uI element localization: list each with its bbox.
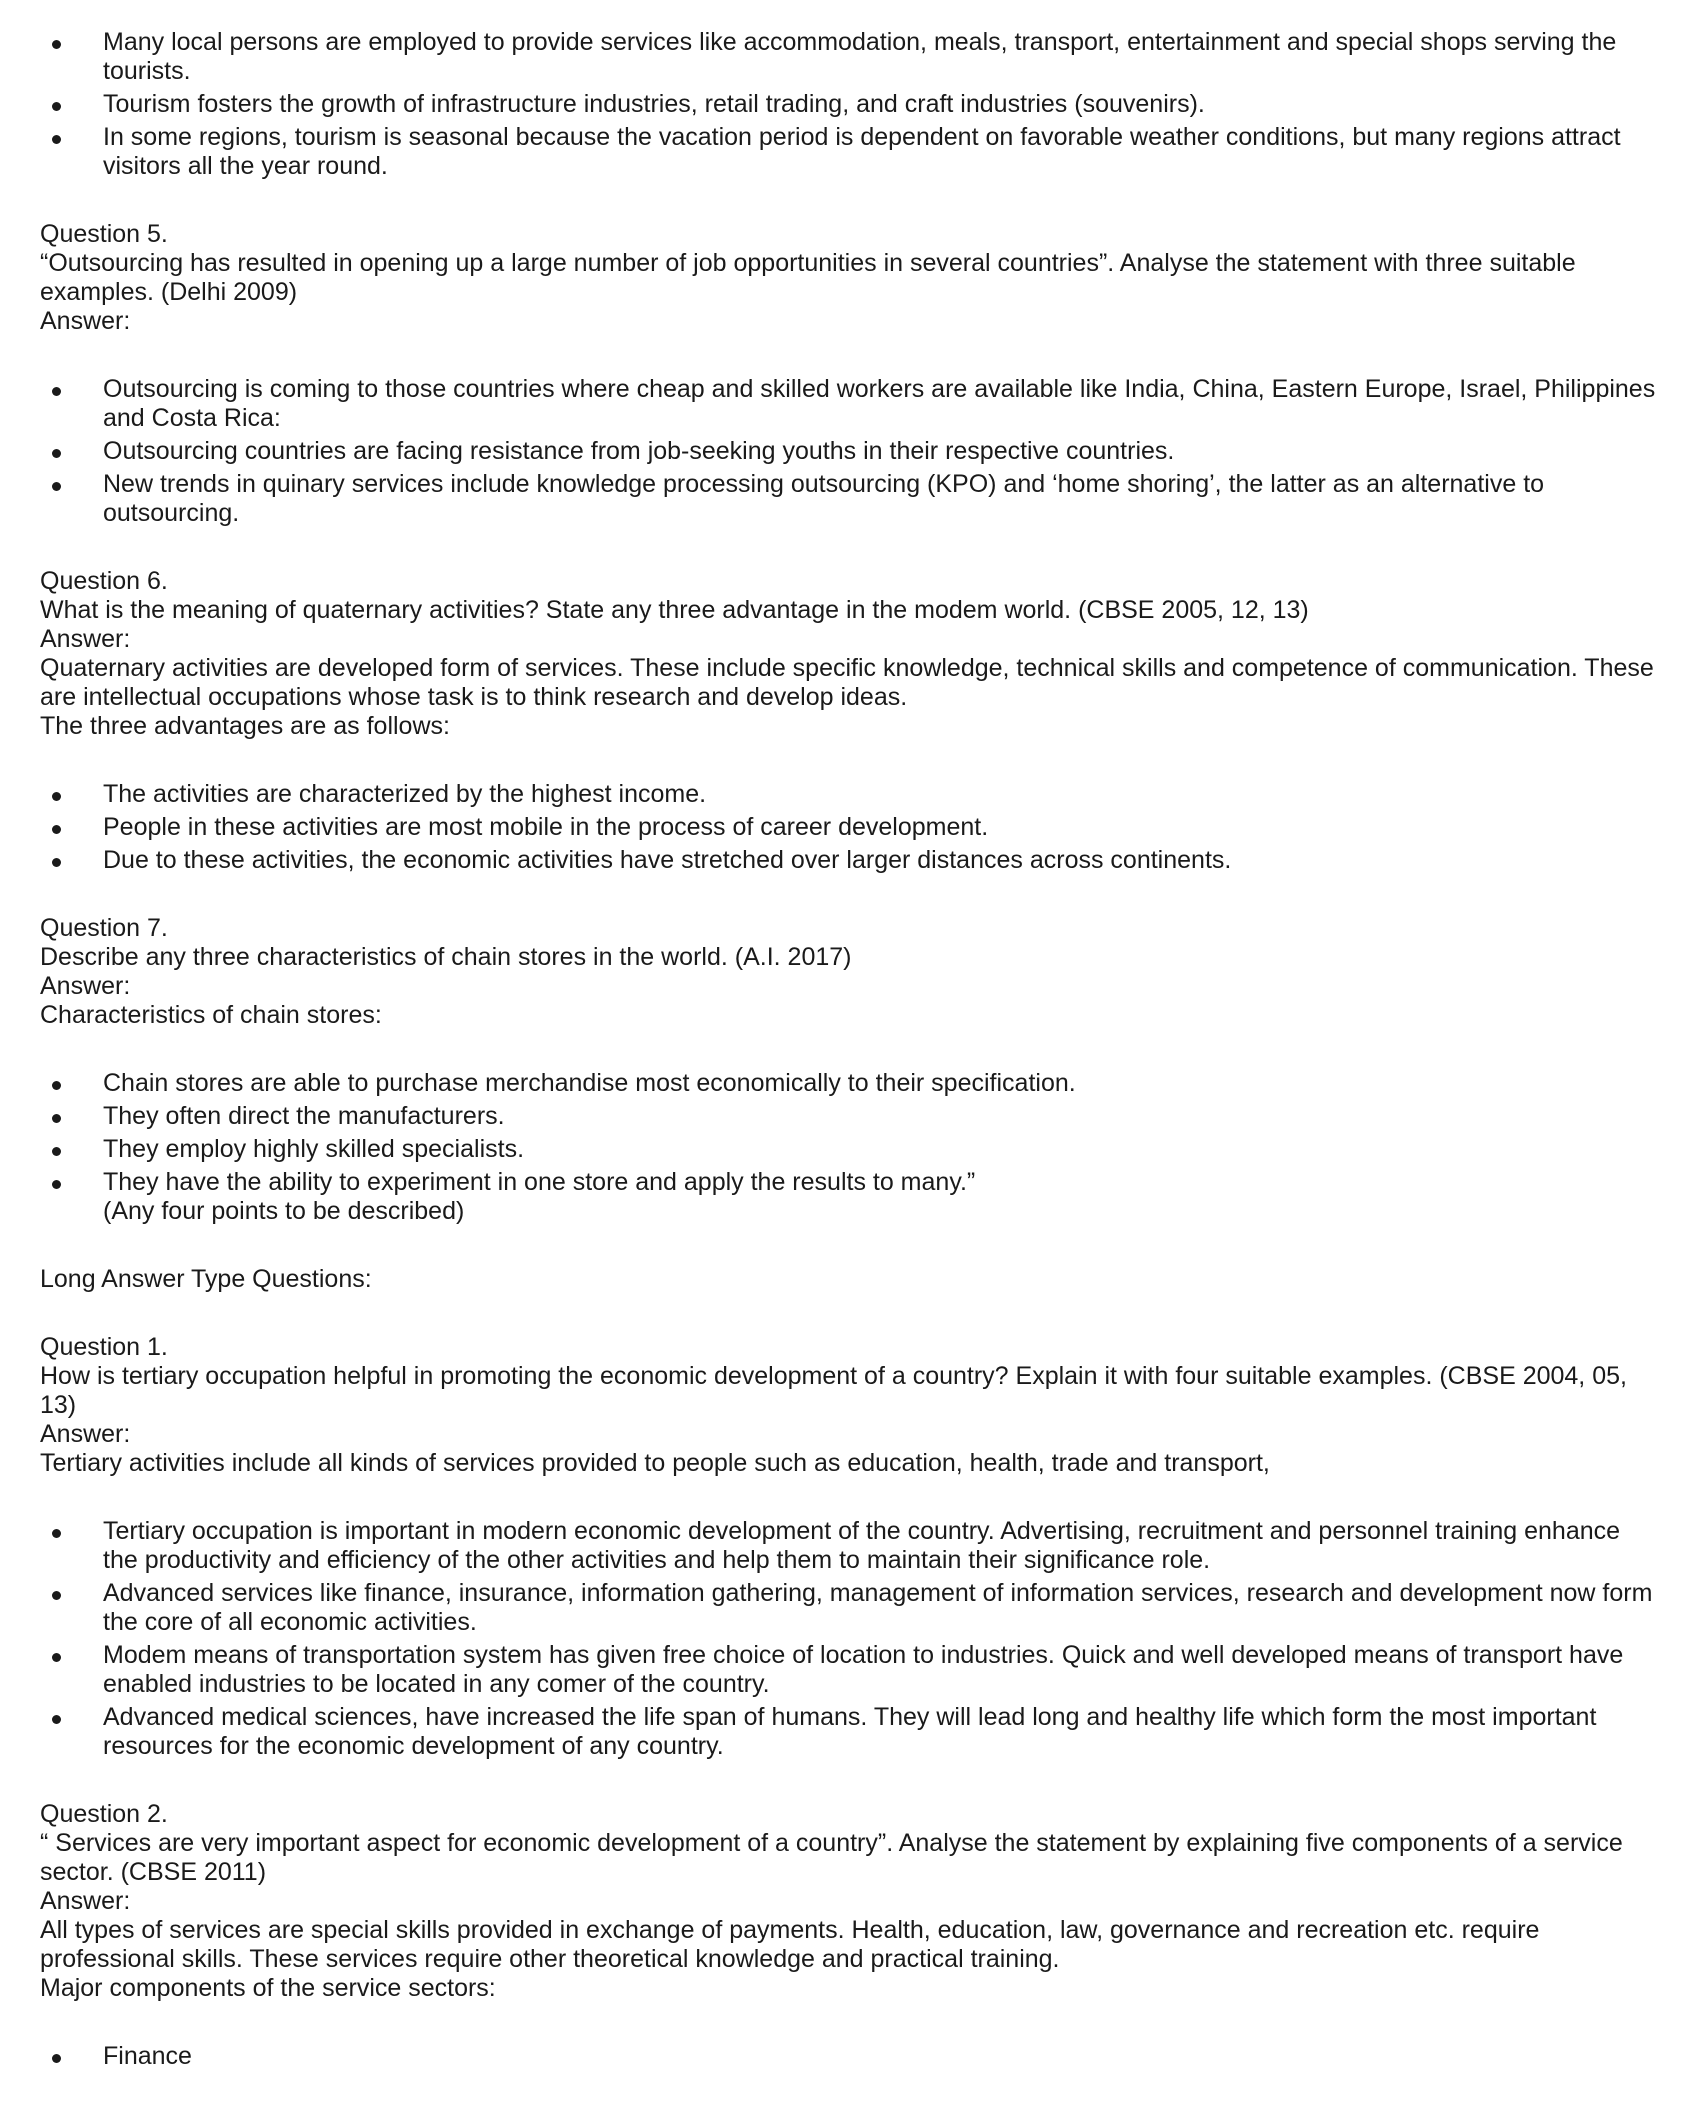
- list-item: Tourism fosters the growth of infrastructure industries, retail trading, and craft industries (souvenirs).: [103, 90, 1660, 119]
- list-item: In some regions, tourism is seasonal because the vacation period is dependent on favorable weather conditions, but many regions attract visitors all the year round.: [103, 123, 1660, 181]
- list-item: Outsourcing countries are facing resistance from job-seeking youths in their respective countries.: [103, 437, 1660, 466]
- answer-lead-in: Characteristics of chain stores:: [40, 1001, 382, 1029]
- list-item: Advanced medical sciences, have increased the life span of humans. They will lead long and healthy life which form the most important resources for the economic development of any country.: [103, 1703, 1660, 1761]
- list-item: Many local persons are employed to provide services like accommodation, meals, transport, entertainment and special shops serving the tourists.: [103, 28, 1660, 86]
- list-item: Finance: [103, 2042, 1660, 2071]
- list-item: They often direct the manufacturers.: [103, 1102, 1660, 1131]
- question-label: Question 2.: [40, 1800, 168, 1828]
- list-item: Tertiary occupation is important in modern economic development of the country. Advertising, recruitment and personnel training enhance the productivity and efficiency of the other activities and help them to maintain their significance role.: [103, 1517, 1660, 1575]
- question-text: “ Services are very important aspect for economic development of a country”. Analyse the statement by explaining five components of a service sector. (CBSE 2011): [40, 1829, 1623, 1886]
- question-6: [40, 567, 1660, 875]
- list-item: Outsourcing is coming to those countries where cheap and skilled workers are available like India, China, Eastern Europe, Israel, Philippines and Costa Rica:: [103, 375, 1660, 433]
- question-label: Question 1.: [40, 1333, 168, 1361]
- question-7: [40, 914, 1660, 1226]
- answer-label: Answer:: [40, 1887, 131, 1915]
- list-item: The activities are characterized by the highest income.: [103, 780, 1660, 809]
- list-item: Advanced services like finance, insurance, information gathering, management of information services, research and development now form the core of all economic activities.: [103, 1579, 1660, 1637]
- answer-text: All types of services are special skills provided in exchange of payments. Health, education, law, governance and recreation etc. require professional skills. These services require other theoretical knowledge and practical training.: [40, 1916, 1540, 1973]
- list-item: Due to these activities, the economic activities have stretched over larger distances across continents.: [103, 846, 1660, 875]
- list-item: Chain stores are able to purchase merchandise most economically to their specification.: [103, 1069, 1660, 1098]
- list-item: Modem means of transportation system has given free choice of location to industries. Quick and well developed means of transport have enabled industries to be located in any comer of the country.: [103, 1641, 1660, 1699]
- answer-bullet-list: [40, 780, 1660, 875]
- answer-text: Tertiary activities include all kinds of services provided to people such as education, health, trade and transport,: [40, 1449, 1270, 1477]
- answer-lead-in: Major components of the service sectors:: [40, 1974, 496, 2002]
- answer-label: Answer:: [40, 625, 131, 653]
- intro-section: [40, 28, 1660, 181]
- answer-text: Quaternary activities are developed form of services. These include specific knowledge, technical skills and competence of communication. These are intellectual occupations whose task is to think research and develop ideas.: [40, 654, 1654, 711]
- question-label: Question 5.: [40, 220, 168, 248]
- answer-label: Answer:: [40, 1420, 131, 1448]
- long-answer-heading-section: [40, 1265, 1660, 1294]
- list-item: New trends in quinary services include knowledge processing outsourcing (KPO) and ‘home shoring’, the latter as an alternative to outsourcing.: [103, 470, 1660, 528]
- list-item: People in these activities are most mobile in the process of career development.: [103, 813, 1660, 842]
- intro-bullet-list: [40, 28, 1660, 181]
- question-text: How is tertiary occupation helpful in promoting the economic development of a country? Explain it with four suitable examples. (CBSE 2004, 05, 13): [40, 1362, 1627, 1419]
- question-text: “Outsourcing has resulted in opening up a large number of job opportunities in several countries”. Analyse the statement with three suitable examples. (Delhi 2009): [40, 249, 1576, 306]
- list-item: [103, 1168, 1660, 1226]
- question-5: [40, 220, 1660, 528]
- answer-lead-in: The three advantages are as follows:: [40, 712, 450, 740]
- long-question-1: [40, 1333, 1660, 1761]
- section-heading: Long Answer Type Questions:: [40, 1265, 372, 1293]
- answer-note: (Any four points to be described): [103, 1197, 465, 1225]
- answer-bullet-list: [40, 1069, 1660, 1226]
- answer-bullet-list: [40, 2042, 1660, 2071]
- list-item-text: They have the ability to experiment in one store and apply the results to many.”: [103, 1168, 976, 1196]
- question-text: What is the meaning of quaternary activities? State any three advantage in the modem world. (CBSE 2005, 12, 13): [40, 596, 1309, 624]
- answer-bullet-list: [40, 375, 1660, 528]
- answer-bullet-list: [40, 1517, 1660, 1761]
- question-label: Question 6.: [40, 567, 168, 595]
- list-item: They employ highly skilled specialists.: [103, 1135, 1660, 1164]
- question-text: Describe any three characteristics of chain stores in the world. (A.I. 2017): [40, 943, 852, 971]
- answer-label: Answer:: [40, 307, 131, 335]
- answer-label: Answer:: [40, 972, 131, 1000]
- question-label: Question 7.: [40, 914, 168, 942]
- long-question-2: [40, 1800, 1660, 2071]
